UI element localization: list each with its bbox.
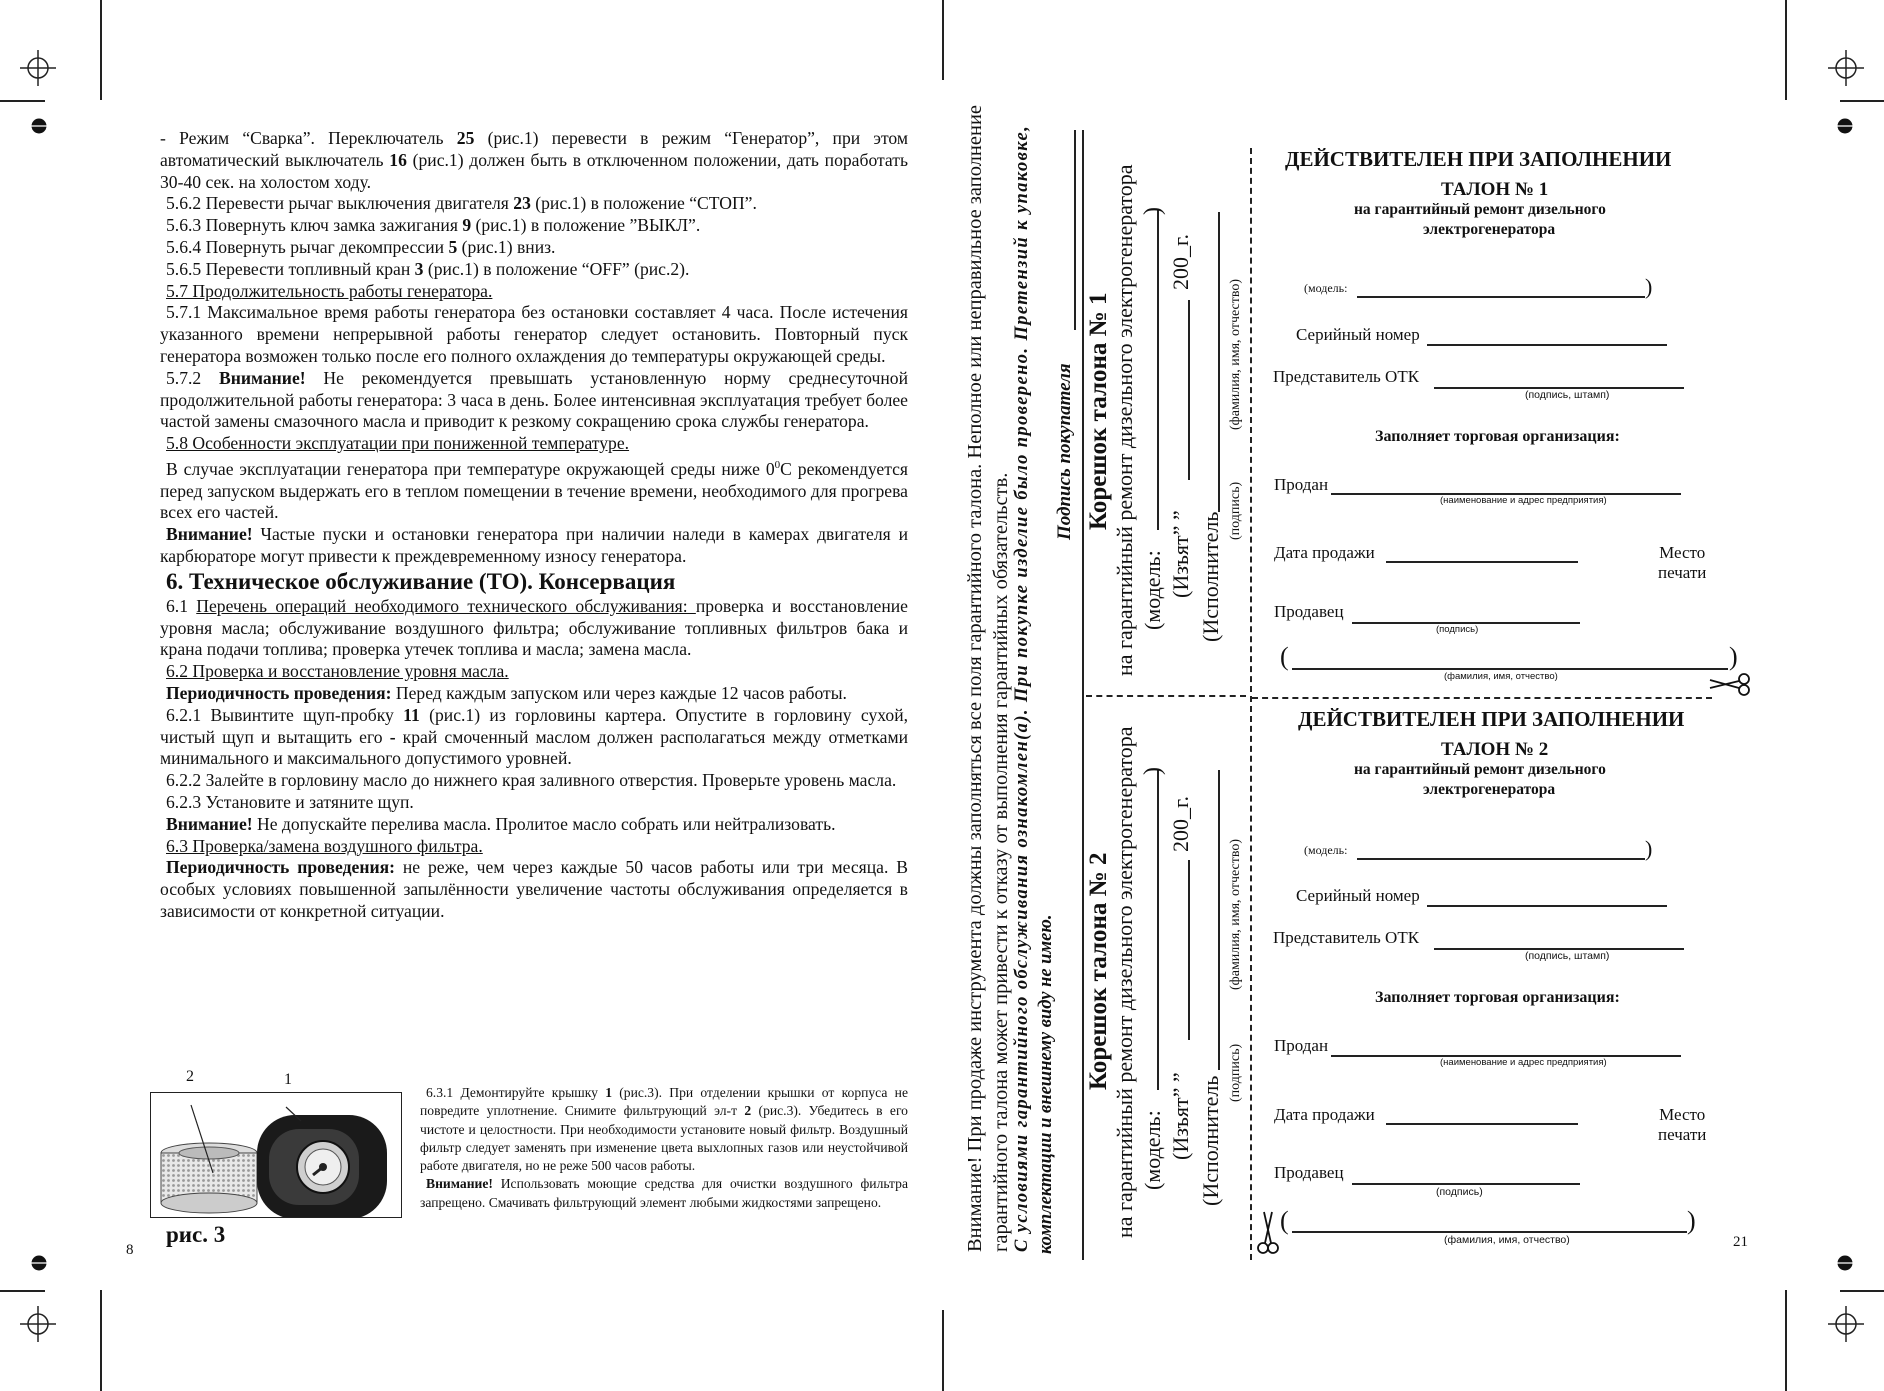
coupon-1-serial-label: Серийный номер	[1296, 325, 1420, 344]
stub-2-sign-hint: (подпись)	[1228, 1043, 1243, 1102]
warranty-notice: гарантийного талона может привести к отказу от выполнения гарантийных обязательств.	[990, 472, 1012, 1252]
coupon-1-otk-hint: (подпись, штамп)	[1525, 389, 1610, 401]
figure-label-1: 1	[284, 1071, 292, 1088]
coupon-2-otk-hint: (подпись, штамп)	[1525, 950, 1610, 962]
paragraph: 6.2.1 Вывинтите щуп-пробку 11 (рис.1) из горловины картера. Опустите в горловину сухой, чистый щуп и вытащить его - край смоченный маслом должен располагаться между отметками минимального и максимального допустимого уровней.	[160, 704, 909, 769]
coupon-2-seller-hint: (подпись)	[1436, 1186, 1483, 1198]
warranty-terms: комплектации и внешнему виду не имею.	[1036, 914, 1056, 1254]
chapter-heading: 6. Техническое обслуживание (ТО). Консервация	[166, 568, 676, 594]
paragraph: 5.6.3 Повернуть ключ замка зажигания 9 (рис.1) в положение ”ВЫКЛ”.	[166, 215, 701, 236]
coupon-1-date-label: Дата продажи	[1274, 543, 1375, 562]
paragraph: 6.2.2 Залейте в горловину масло до нижнего края заливного отверстия. Проверьте уровень масла.	[166, 770, 897, 791]
coupon-1-subtitle: электрогенератора	[1423, 221, 1556, 238]
registration-mark-icon	[20, 1306, 56, 1342]
paren-icon: )	[1687, 1206, 1696, 1235]
stub-2-paren-icon: )	[1140, 767, 1166, 775]
strip-divider	[1082, 130, 1084, 1260]
coupon-1-model-label: (модель:	[1304, 281, 1348, 295]
registration-mark-icon	[1828, 50, 1864, 86]
stub-2-title: Корешок талона № 2	[1085, 852, 1112, 1090]
figure-description	[420, 1084, 908, 1212]
stub-1-model: (модель:	[1140, 550, 1165, 630]
paragraph: 5.7.2 Внимание! Не рекомендуется превышать установленную норму среднесуточной продолжительной работы генератора: 3 часа в день. Более интенсивная эксплуатация требует более частой замены смазочного масла и приводит к резкому сокращению срока службы генератора.	[160, 367, 908, 432]
scissors-icon	[1256, 1210, 1280, 1256]
paragraph: Внимание! Не допускайте перелива масла. Пролитое масло собрать или нейтрализовать.	[166, 813, 836, 834]
section-heading: 6.3 Проверка/замена воздушного фильтра.	[166, 835, 483, 856]
paragraph: 5.6.4 Повернуть рычаг декомпрессии 5 (рис.1) вниз.	[166, 236, 556, 257]
section-heading: 5.8 Особенности эксплуатации при пониженной температуре.	[166, 433, 630, 454]
registration-mark-icon	[20, 50, 56, 86]
coupon-2-sold-hint: (наименование и адрес предприятия)	[1440, 1057, 1607, 1068]
coupon-1-subtitle: на гарантийный ремонт дизельного	[1354, 201, 1606, 218]
registration-dot-icon	[30, 1254, 48, 1272]
coupon-2-seller-label: Продавец	[1274, 1163, 1344, 1182]
stub-2-executor: (Исполнитель	[1198, 1075, 1223, 1206]
left-page-text	[160, 128, 908, 923]
paragraph: 6.2.3 Установите и затяните щуп.	[166, 791, 414, 812]
coupon-1-seller-label: Продавец	[1274, 602, 1344, 621]
coupon-2-serial-label: Серийный номер	[1296, 886, 1420, 905]
coupon-2-trade-heading: Заполняет торговая организация:	[1375, 989, 1620, 1006]
perforation-line	[1086, 695, 1246, 697]
scissors-icon	[1708, 672, 1752, 696]
warranty-notice: Внимание! При продаже инструмента должны заполняться все поля гарантийного талона. Неполное или неправильное заполнение	[964, 104, 986, 1252]
paragraph: - Режим “Сварка”. Переключатель 25 (рис.1) перевести в режим “Генератор”, при этом автоматический выключатель 16 (рис.1) должен быть в отключенном положении, дать поработать 30-40 сек. на холостом ходу.	[160, 128, 908, 192]
coupon-2-subtitle: на гарантийный ремонт дизельного	[1354, 761, 1606, 778]
perforation-line	[1250, 148, 1252, 1260]
stub-1-taken: (Изъят” ”	[1168, 510, 1193, 598]
coupon-1-sold-label: Продан	[1274, 475, 1329, 494]
coupon-1-stamp-place: Место печати	[1658, 543, 1707, 582]
paragraph: Периодичность проведения: не реже, чем через каждые 50 часов работы или три месяца. В особых условиях повышенной запылённости увеличение частоты обслуживания определяется в зависимости от конкретной ситуации.	[160, 857, 908, 921]
coupon-1-sold-hint: (наименование и адрес предприятия)	[1440, 495, 1607, 506]
paragraph: 5.7.1 Максимальное время работы генератора без остановки составляет 4 часа. После истечения указанного времени непрерывной работы генератор следует остановить. Повторный пуск генератора возможен только после его полного охлаждения до температуры окружающей среды.	[160, 302, 908, 366]
paragraph: 6.3.1 Демонтируйте крышку 1 (рис.3). При отделении крышки от корпуса не повредите уплотнение. Снимите фильтрующий эл-т 2 (рис.3). Убедитесь в его чистоте и целостности. При необходимости установите новый фильтр. Воздушный фильтр следует заменять при изменение цвета выхлопных газов или неустойчивой работе двигателя, но не реже 500 часов работы.	[420, 1085, 908, 1174]
coupon-1-seller-hint: (подпись)	[1436, 624, 1479, 635]
stub-2-taken: (Изъят” ”	[1168, 1072, 1193, 1160]
figure-3	[150, 1092, 402, 1218]
coupon-2-title: ТАЛОН № 2	[1441, 739, 1549, 760]
paragraph: Периодичность проведения: Перед каждым запуском или через каждые 12 часов работы.	[166, 682, 847, 703]
stub-2-subtitle: на гарантийный ремонт дизельного электрогенератора	[1112, 726, 1137, 1238]
section-heading: 6.2 Проверка и восстановление уровня масла.	[166, 661, 509, 682]
paren-icon: )	[1729, 642, 1738, 671]
stub-2-year: 200_г.	[1168, 795, 1193, 852]
coupon-1-otk-label: Представитель ОТК	[1273, 367, 1420, 386]
stub-1-paren-icon: )	[1140, 207, 1166, 215]
registration-mark-icon	[1828, 1306, 1864, 1342]
stub-1-title: Корешок талона № 1	[1085, 292, 1112, 530]
page-number-right: 21	[1733, 1234, 1748, 1250]
warranty-terms: С условиями гарантийного обслуживания ознакомлен(а). При покупке изделие было проверено. Претензий к упаковке,	[1012, 124, 1032, 1252]
coupon-1-title: ТАЛОН № 1	[1441, 179, 1549, 200]
paren-icon: (	[1280, 1206, 1289, 1235]
coupon-2-otk-label: Представитель ОТК	[1273, 928, 1420, 947]
coupon-2-subtitle: электрогенератора	[1423, 781, 1556, 798]
registration-dot-icon	[1836, 117, 1854, 135]
stub-2-model: (модель:	[1140, 1110, 1165, 1190]
perforation-line	[1252, 697, 1712, 699]
figure-label-2: 2	[186, 1068, 194, 1085]
paragraph: В случае эксплуатации генератора при температуре окружающей среды ниже $0^0С$ рекомендуется перед запуском выдержать его в теплом помещении в течение времени, необходимого для прогрева всех его частей.	[160, 458, 909, 523]
stub-1-executor: (Исполнитель	[1198, 511, 1223, 642]
stub-1-year: 200_г.	[1168, 233, 1193, 290]
coupon-2-sold-label: Продан	[1274, 1036, 1329, 1055]
page-number-left: 8	[126, 1242, 134, 1258]
coupon-2-valid-heading: ДЕЙСТВИТЕЛЕН ПРИ ЗАПОЛНЕНИИ	[1298, 707, 1685, 731]
coupon-1-fio-hint: (фамилия, имя, отчество)	[1444, 671, 1558, 682]
stub-1-subtitle: на гарантийный ремонт дизельного электрогенератора	[1112, 164, 1137, 676]
coupon-2-date-label: Дата продажи	[1274, 1105, 1375, 1124]
paragraph: 6.1 Перечень операций необходимого технического обслуживания: проверка и восстановление уровня масла; обслуживание воздушного фильтра; обслуживание топливных фильтров бака и крана подачи топлива; проверка утечек топлива и масла; замена масла.	[160, 595, 908, 660]
paren-icon: )	[1645, 836, 1653, 861]
stub-1-fio-hint: (фамилия, имя, отчество)	[1228, 278, 1243, 430]
registration-dot-icon	[1836, 1254, 1854, 1272]
paragraph: 5.6.5 Перевести топливный кран 3 (рис.1) в положение “OFF” (рис.2).	[166, 258, 690, 279]
paragraph: Внимание! Использовать моющие средства для очистки воздушного фильтра запрещено. Смачивать фильтрующий элемент любыми жидкостями запрещено.	[420, 1176, 908, 1210]
coupon-2-model-label: (модель:	[1304, 843, 1348, 857]
stub-1-sign-hint: (подпись)	[1228, 481, 1243, 540]
section-heading: 5.7 Продолжительность работы генератора.	[166, 280, 493, 301]
coupon-2-fio-hint: (фамилия, имя, отчество)	[1444, 1234, 1570, 1246]
buyer-signature-label: Подпись покупателя	[1054, 363, 1075, 540]
paren-icon: )	[1645, 274, 1653, 299]
registration-dot-icon	[30, 117, 48, 135]
coupon-2-stamp-place: Место печати	[1658, 1105, 1707, 1144]
figure-caption: рис. 3	[166, 1222, 226, 1247]
coupon-1-trade-heading: Заполняет торговая организация:	[1375, 428, 1620, 445]
paragraph: 5.6.2 Перевести рычаг выключения двигателя 23 (рис.1) в положение “СТОП”.	[166, 193, 757, 214]
paren-icon: (	[1280, 642, 1289, 671]
air-filter-illustration	[151, 1093, 401, 1217]
coupon-1-valid-heading: ДЕЙСТВИТЕЛЕН ПРИ ЗАПОЛНЕНИИ	[1285, 147, 1672, 171]
stub-2-fio-hint: (фамилия, имя, отчество)	[1228, 838, 1243, 990]
buyer-signature-line	[1074, 130, 1076, 330]
paragraph: Внимание! Частые пуски и остановки генератора при наличии наледи в камерах двигателя и карбюраторе могут привести к преждевременному износу генератора.	[160, 524, 908, 566]
